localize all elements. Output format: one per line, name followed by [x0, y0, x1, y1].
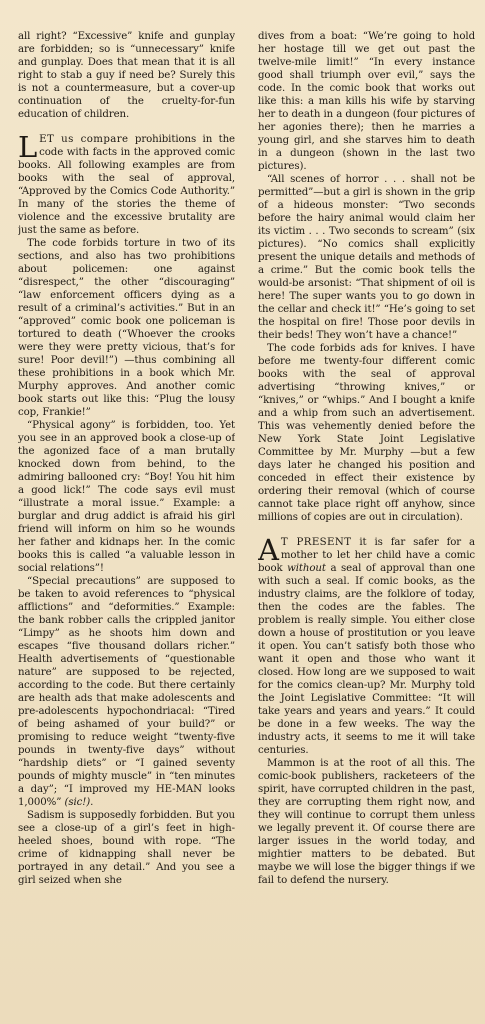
lead-in: T PRESENT [280, 537, 352, 548]
paragraph-left-6: Sadism is supposedly forbidden. But you see a close-up of a girl’s feet in high-heeled shoes, bound with rope. “The crime of kidnapping shall never be portrayed in any detail.” And you see a girl seized when she [18, 810, 235, 886]
paragraph-left-3: The code forbids torture in two of its sections, and also has two prohibitions about policemen: one against “disrespect,” the other “discouraging” “law enforcement officers dying as a result of a criminal’s activities.” But in an “approved” comic book one policeman is tortured to death (“Whoever the crooks were they were pretty vicious, that’s for sure! Poor devil!”) —thus combining all these prohibitions in a book which Mr. Murphy approves. And another comic book starts out like this: “Plug the lousy cop, Frankie!” [18, 238, 235, 418]
lead-in: ET us compare [39, 134, 129, 145]
paragraph-left-1: all right? “Excessive” knife and gunplay are forbidden; so is “unnecessary” knife and gunplay. Does that mean that it is all right to stab a guy if need be? Surely this is not a countermeasure, but a cover-up continuation of the cruelty-for-fun education of children. [18, 31, 235, 120]
paragraph-left-4: “Physical agony” is forbidden, too. Yet you see in an approved book a close-up of the agonized face of a man brutally knocked down from behind, to the admiring ballooned cry: “Boy! You hit him a good lick!” The code says evil must “illustrate a moral issue.” Example: a burglar and drug addict is afraid his girl friend will inform on him so he wounds her father and kidnaps her. In the comic books this is called “a valuable lesson in social relations”! [18, 420, 235, 574]
paragraph-left-5: “Special precautions” are supposed to be taken to avoid references to “physical afflictions” and “deformities.” Example: the bank robber calls the crippled janitor “Limpy” as he shoots him down and escapes “five thousand dollars richer.” Health advertisements of “questionable nature” are supposed to be rejected, according to the code. But there certainly are health ads that make adolescents and pre-adolescents hypochondriacal: “Tired of being ashamed of your build?” or promising to reduce weight “twenty-five pounds in twenty-five days” without “hardship diets” or “I gained seventy pounds of mighty muscle” in “ten minutes a day”; “I improved my HE-MAN looks 1,000%” (sic!). [18, 576, 235, 808]
drop-cap: L [18, 130, 38, 164]
paragraph-left-2: LET us compare prohibitions in the code with facts in the approved comic books. All following examples are from books with the seal of approval, “Approved by the Comics Code Authority.” In many of the stories the theme of violence and the excessive brutality are just the same as before. [18, 130, 235, 236]
article-columns [18, 30, 475, 1018]
paragraph-right-3: The code forbids ads for knives. I have before me twenty-four different comic books with the seal of approval advertising “throwing knives,” or “knives,” or “whips.” And I bought a knife and a whip from such an advertisement. This was vehemently denied before the New York State Joint Legislative Committee by Mr. Murphy —but a few days later he changed his position and conceded in effect their existence by ordering their removal (which of course cannot take place right off anyhow, since millions of copies are out in circulation). [258, 343, 475, 523]
paragraph-right-5: Mammon is at the root of all this. The comic-book publishers, racketeers of the spirit, have corrupted children in the past, they are corrupting them right now, and they will continue to corrupt them unless we legally prevent it. Of course there are larger issues in the world today, and mightier matters to be debated. But maybe we will lose the bigger things if we fail to defend the nursery. [258, 758, 475, 886]
paragraph-right-1: dives from a boat: “We’re going to hold her hostage till we get out past the twelve-mile limit!” “In every instance good shall triumph over evil,” says the code. In the comic book that works out like this: a man kills his wife by starving her to death in a dungeon (four pictures of her agonies there); then he marries a young girl, and she starves him to death in a dungeon (shown in the last two pictures). [258, 31, 475, 172]
drop-cap: A [258, 533, 279, 567]
paragraph-right-2: “All scenes of horror . . . shall not be permitted”—but a girl is shown in the grip of a hideous monster: “Two seconds before the hairy animal would claim her its victim . . . Two seconds to scream” (six pictures). “No comics shall explicitly present the unique details and methods of a crime.” But the comic book tells the would-be arsonist: “That shipment of oil is here! The super wants you to go down in the cellar and check it!” “He’s going to set the hospital on fire! Those poor devils in their beds! They won’t have a chance!” [258, 174, 475, 341]
left-column [18, 30, 235, 1018]
paragraph-right-4: A T PRESENT it is far safer for a mother to let her child have a comic book without a seal of approval than one with such a seal. If comic books, as the industry claims, are the folklore of today, then the codes are the fables. The problem is really simple. You either close down a house of prostitution or you leave it open. You can’t satisfy both those who want it open and those who want it closed. How long are we supposed to wait for the comics clean-up? Mr. Murphy told the Joint Legislative Committee: “It will take years and years and years.” It could be done in a few weeks. The way the industry acts, it seems to me it will take centuries. [258, 533, 475, 756]
sic-note: (sic!). [64, 797, 94, 808]
emphasis-without: without [287, 563, 326, 574]
right-column [258, 30, 475, 1018]
